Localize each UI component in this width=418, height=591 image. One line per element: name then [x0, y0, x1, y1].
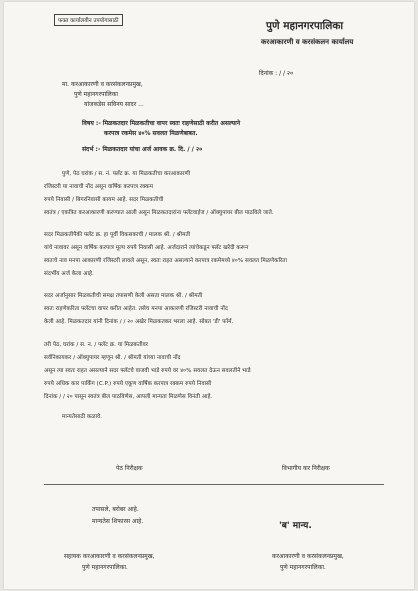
para1-line-4: स्वतंत्र / एकत्रित करआकारणी करण्यात आली असून मिळकतदारांना फ्लॅटवाईज / ऑक्युपायर बील पाठविले जाते. — [44, 210, 274, 216]
office-subtitle: करआकारणी व करसंकलन कार्यालय — [261, 38, 354, 46]
date-line: दिनांक : / / २० — [259, 70, 294, 77]
assistant-officer-line-1: सहायक करआकारणी व करसंकलनप्रमुख, — [64, 553, 155, 560]
page-title: पुणे महानगरपालिका — [266, 20, 344, 32]
chief-officer-line-1: करआकारणी व करसंकलनप्रमुख, — [272, 553, 344, 560]
addressee-line-3: यांजकडेस सविनय सादर ... — [84, 101, 144, 108]
divider-line — [44, 484, 384, 485]
para4-line-3: असून त्या स्वतः राहत असल्याने सदर फ्लॅटचे वाजवी भाडे रुपये वर ४०% सवलत देऊन सवलतीने भाडे — [44, 368, 251, 374]
para4-line-1: तरी पेठ, घरांक / स. न. / फ्लॅट क्र. या मिळकतीवर — [44, 342, 149, 348]
para2-line-4: संदर्भीय अर्ज केला आहे. — [44, 271, 94, 277]
office-use-label: फक्त कार्यालयीन उपयोगासाठी — [54, 14, 123, 26]
para3-line-1: सदर अर्जानुसार मिळकतीची समक्ष तपासणी केली असता मालक श्री. / श्रीमती — [44, 293, 203, 299]
ward-inspector-label: पेठ निरीक्षक — [116, 465, 143, 472]
approval-stamp: 'ब' मान्य. — [279, 521, 312, 531]
para4-line-2: सर्वनिकायकर / ऑक्युपायर म्हणून श्री. / श्रीमती यांच्या नावाची नोंद — [44, 355, 181, 361]
subject-reference: संदर्भ :- मिळकतदार यांचा अर्ज आवक क्र. दि. / / २० — [82, 146, 203, 153]
subject-line-1: विषय :- मिळकतदार मिळकतीचा वापर स्वतः राहणेसाठी करीत असल्याने — [82, 120, 241, 127]
para1-line-2: रजिस्टरी या नावाची नोंद असून वार्षिक करपात्र रक्कम — [44, 184, 153, 190]
subject-line-2: करपात्र रकमेस ४०% सवलत मिळणेबाबत. — [104, 130, 198, 137]
para2-line-3: स्वतःचे नाव मनपा आकारणी रजिस्टरी लावले असून, स्वतः राहत असल्याने करपात्र रकमेमध्ये ४०% सवलत मिळणेकरिता — [44, 258, 287, 264]
para3-line-2: स्वतः राहणेकरिता फ्लॅटचा वापर करीत आहेत. तसेच मनपा आकारणी रजिस्टरी नावाची नोंद — [44, 306, 228, 312]
para4-line-5: दिनांक / / २० पासून स्वतंत्र बील पाठविणेस, आपली मान्यता मिळणेस विनंती आहे. — [44, 394, 213, 400]
assistant-officer-line-2: पुणे महानगरपालिका. — [82, 564, 128, 571]
para2-line-2: यांचे नावावर असून वार्षिक करपात्र मूल्य रुपये निवासी आहे. अर्जदाराने त्यांचेकडून फ्लॅट खरेदी करून — [44, 245, 249, 251]
para3-line-3: केली आहे. मिळकतदार यांनी दिनांक / / २० अखेर मिळकतकर भरला आहे. सोबत 'डी' फॉर्म. — [44, 319, 234, 325]
para4-line-4: रुपये अधिक कार पार्किंग (C.P.) रुपये एकूण वार्षिक करपात्र रक्कम रुपये निवासी — [44, 381, 212, 387]
closing-text: मान्यतेसाठी कळावे. — [62, 414, 103, 420]
divisional-inspector-label: विभागीय कर निरीक्षक — [282, 465, 330, 472]
verified-line-2: मान्यतेस शिफारस आहे. — [92, 518, 144, 525]
para1-line-1: पुणे, पेठ घरांक / स. नं. फ्लॅट क्र. या मिळकतीचा करआकारणी — [62, 171, 191, 177]
para2-line-1: सदर मिळकतीपैकी फ्लॅट क्र. हा पूर्वी विकसकाची / मालक श्री. / श्रीमती — [44, 232, 191, 238]
form-page — [4, 2, 414, 589]
para1-line-3: रुपये निवासी / बिगरनिवासी कायम आहे. सदर मिळकतीची — [44, 197, 164, 203]
verified-line-1: तपासले, बरोबर आहे. — [92, 506, 139, 513]
addressee-line-2: पुणे महानगरपालिका — [74, 91, 118, 98]
chief-officer-line-2: पुणे महानगरपालिका. — [280, 564, 326, 571]
addressee-line-1: मा. करआकारणी व करसंकलनप्रमुख, — [62, 81, 143, 88]
